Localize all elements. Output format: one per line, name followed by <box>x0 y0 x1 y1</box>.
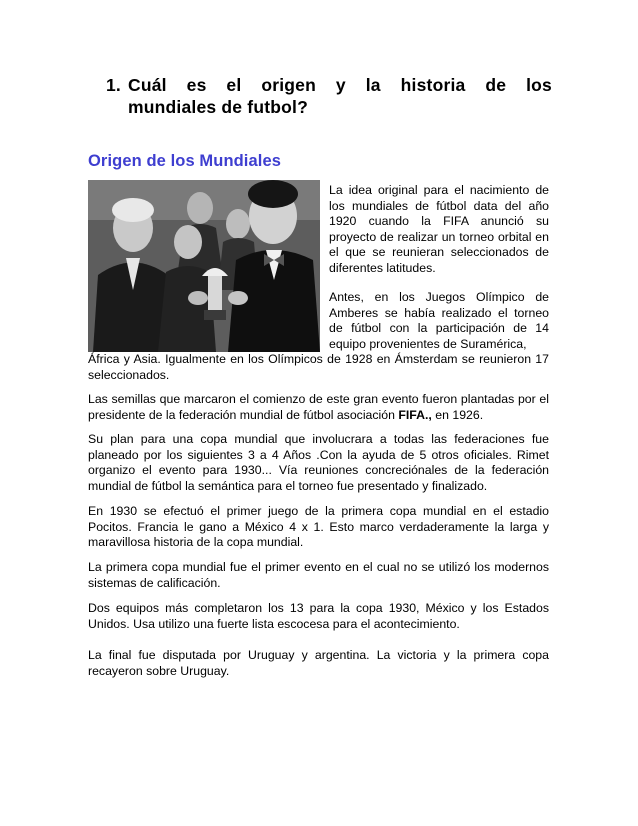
trophy-presentation-photo-icon <box>88 180 320 352</box>
paragraph-3 <box>88 392 549 423</box>
historical-photo <box>88 180 320 352</box>
paragraph-6: La primera copa mundial fue el primer evento en el cual no se utilizó los modernos sistemas de calificación. <box>88 560 549 590</box>
paragraph-3-text: Las semillas que marcaron el comienzo de este gran evento fueron plantadas por el presidente de la federación mundial de fútbol asociación <box>88 392 549 422</box>
paragraph-1: La idea original para el nacimiento de los mundiales de fútbol data del año 1920 cuando la FIFA anunció su proyecto de realizar un torneo orbital en el que se reunieran seleccionados de diferentes latitudes. <box>329 183 549 275</box>
paragraph-5: En 1930 se efectuó el primer juego de la primera copa mundial en el estadio Pocitos. Francia le gano a México 4 x 1. Esto marco verdaderamente la larga y maravillosa historia de la copa mundial. <box>88 504 549 550</box>
section-heading: Origen de los Mundiales <box>88 152 282 170</box>
paragraph-3-bold: FIFA., <box>398 407 432 422</box>
question-number: 1. <box>106 75 121 95</box>
paragraph-7: Dos equipos más completaron los 13 para la copa 1930, México y los Estados Unidos. Usa utilizo una fuerte lista escocesa para el acontecimiento. <box>88 601 549 631</box>
paragraph-8: La final fue disputada por Uruguay y argentina. La victoria y la primera copa recayeron sobre Uruguay. <box>88 648 549 678</box>
question-title-line-2: mundiales de futbol? <box>128 97 308 117</box>
paragraph-2-side: Antes, en los Juegos Olímpico de Amberes se había realizado el torneo de fútbol con la participación de 14 equipo provenientes de Suramérica, <box>329 290 549 351</box>
question-title <box>106 74 552 118</box>
paragraph-4: Su plan para una copa mundial que involucrara a todas las federaciones fue planeado por los siguientes 3 a 4 Años .Con la ayuda de 5 otros oficiales. Rimet organizo el evento para 1930... Vía reuniones concreciónales de la federación mundial de fútbol la semántica para el torneo fue presentado y finalizado. <box>88 432 549 493</box>
paragraph-2-full: África y Asia. Igualmente en los Olímpicos de 1928 en Ámsterdam se reunieron 17 seleccionados. <box>88 352 549 382</box>
question-title-line-1: Cuál es el origen y la historia de los <box>128 75 552 95</box>
paragraph-3-end: en 1926. <box>435 407 484 422</box>
